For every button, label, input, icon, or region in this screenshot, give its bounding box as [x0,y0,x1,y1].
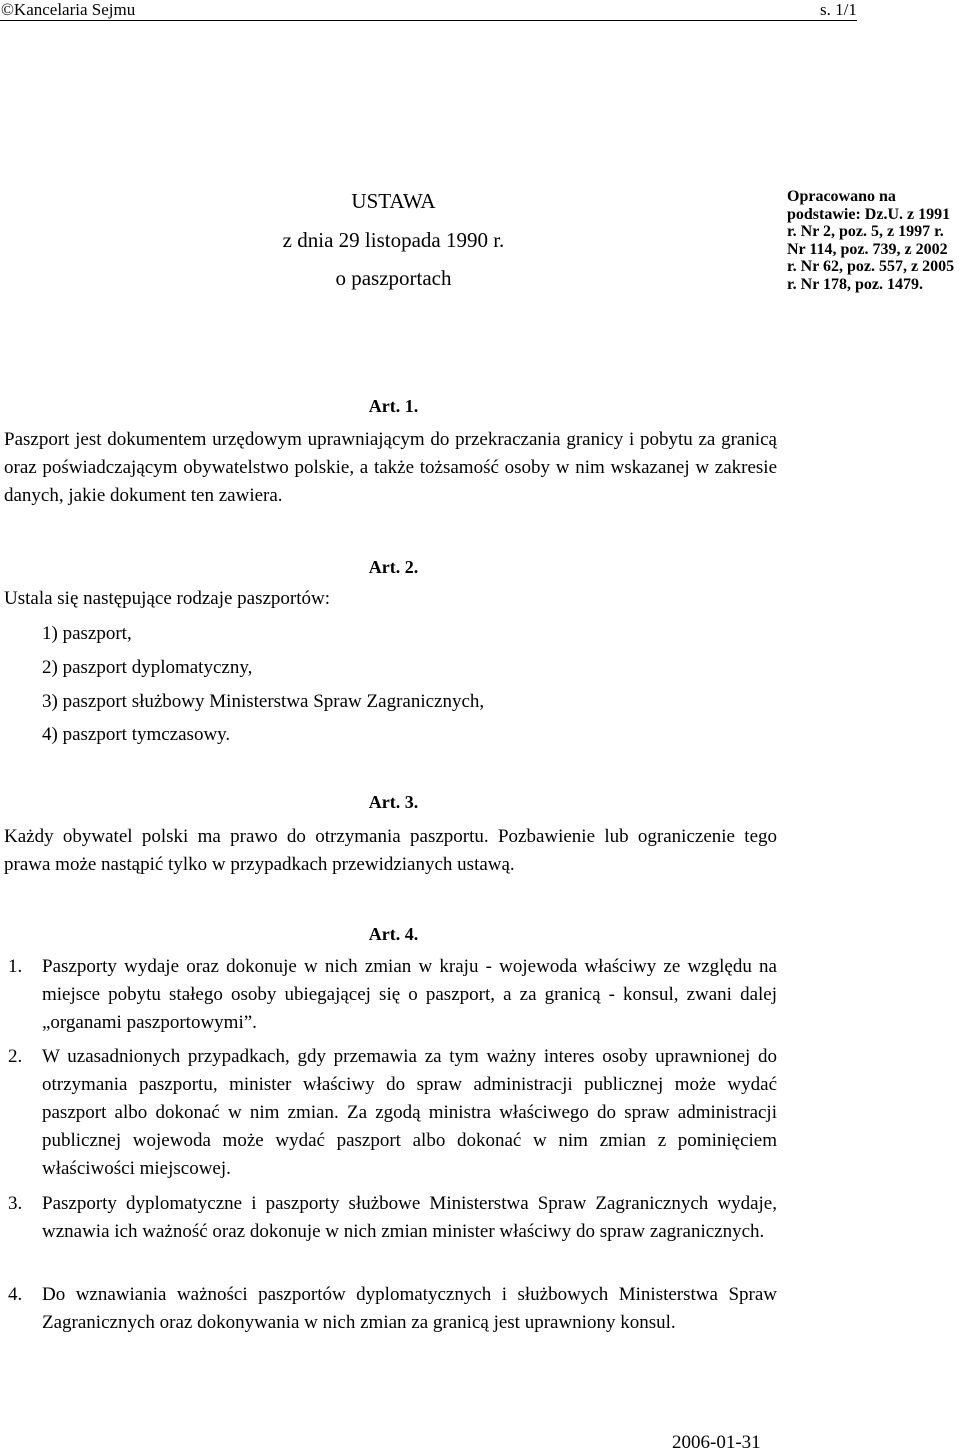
act-date: z dnia 29 listopada 1990 r. [282,228,505,252]
header-page-number: s. 1/1 [820,0,857,19]
paragraph-number: 4. [8,1284,23,1305]
art2-item: 2) paszport dyplomatyczny, [42,657,253,678]
art3-heading: Art. 3. [368,792,419,812]
art4-paragraph-2 [8,1043,777,1183]
paragraph-text: Do wznawiania ważności paszportów dyplomatycznych i służbowych Ministerstwa Spraw Zagranicznych oraz dokonywania w nich zmian za granicą jest uprawniony konsul. [42,1284,777,1333]
art2-item: 1) paszport, [42,623,132,644]
art4-paragraph-3 [8,1190,777,1246]
header-copyright: ©Kancelaria Sejmu [1,0,136,19]
art2-intro: Ustala się następujące rodzaje paszportów: [4,588,331,609]
paragraph-number: 1. [8,956,23,977]
source-note: Opracowano na podstawie: Dz.U. z 1991 r. Nr 2, poz. 5, z 1997 r. Nr 114, poz. 739, z 2002 r. Nr 62, poz. 557, z 2005 r. Nr 178, poz. 1479. [787,188,955,293]
art1-text: Paszport jest dokumentem urzędowym uprawniającym do przekraczania granicy i pobytu za granicą oraz poświadczającym obywatelstwo polskie, a także tożsamość osoby w nim wskazanej w zakresie danych, jakie dokument ten zawiera. [4,429,777,506]
header-divider [0,20,857,21]
art2-item: 4) paszport tymczasowy. [42,724,231,745]
art2-item: 3) paszport służbowy Ministerstwa Spraw Zagranicznych, [42,691,485,712]
art4-paragraph-1 [8,953,777,1037]
paragraph-text: W uzasadnionych przypadkach, gdy przemawia za tym ważny interes osoby uprawnionej do otrzymania paszportu, minister właściwy do spraw administracji publicznej może wydać paszport albo dokonać w nim zmian. Za zgodą ministra właściwego do spraw administracji publicznej wojewoda może wydać paszport albo dokonać w nim zmian z pominięciem właściwości miejscowej. [42,1046,777,1179]
art2-heading: Art. 2. [368,557,419,577]
art3-text: Każdy obywatel polski ma prawo do otrzymania paszportu. Pozbawienie lub ograniczenie tego prawa może nastąpić tylko w przypadkach przewidzianych ustawą. [4,826,777,875]
footer-date: 2006-01-31 [672,1432,761,1453]
art4-paragraph-4 [8,1281,777,1337]
paragraph-text: Paszporty wydaje oraz dokonuje w nich zmian w kraju - wojewoda właściwy ze względu na miejsce pobytu stałego osoby ubiegającej się o paszport, a za granicą - konsul, zwani dalej „organami paszportowymi”. [42,956,777,1033]
paragraph-text: Paszporty dyplomatyczne i paszporty służbowe Ministerstwa Spraw Zagranicznych wydaje, wznawia ich ważność oraz dokonuje w nich zmian minister właściwy do spraw zagranicznych. [42,1193,777,1242]
act-subject: o paszportach [335,266,452,290]
paragraph-number: 3. [8,1193,23,1214]
act-type: USTAWA [351,189,436,213]
art4-heading: Art. 4. [368,924,419,944]
art1-heading: Art. 1. [368,396,419,416]
paragraph-number: 2. [8,1046,23,1067]
